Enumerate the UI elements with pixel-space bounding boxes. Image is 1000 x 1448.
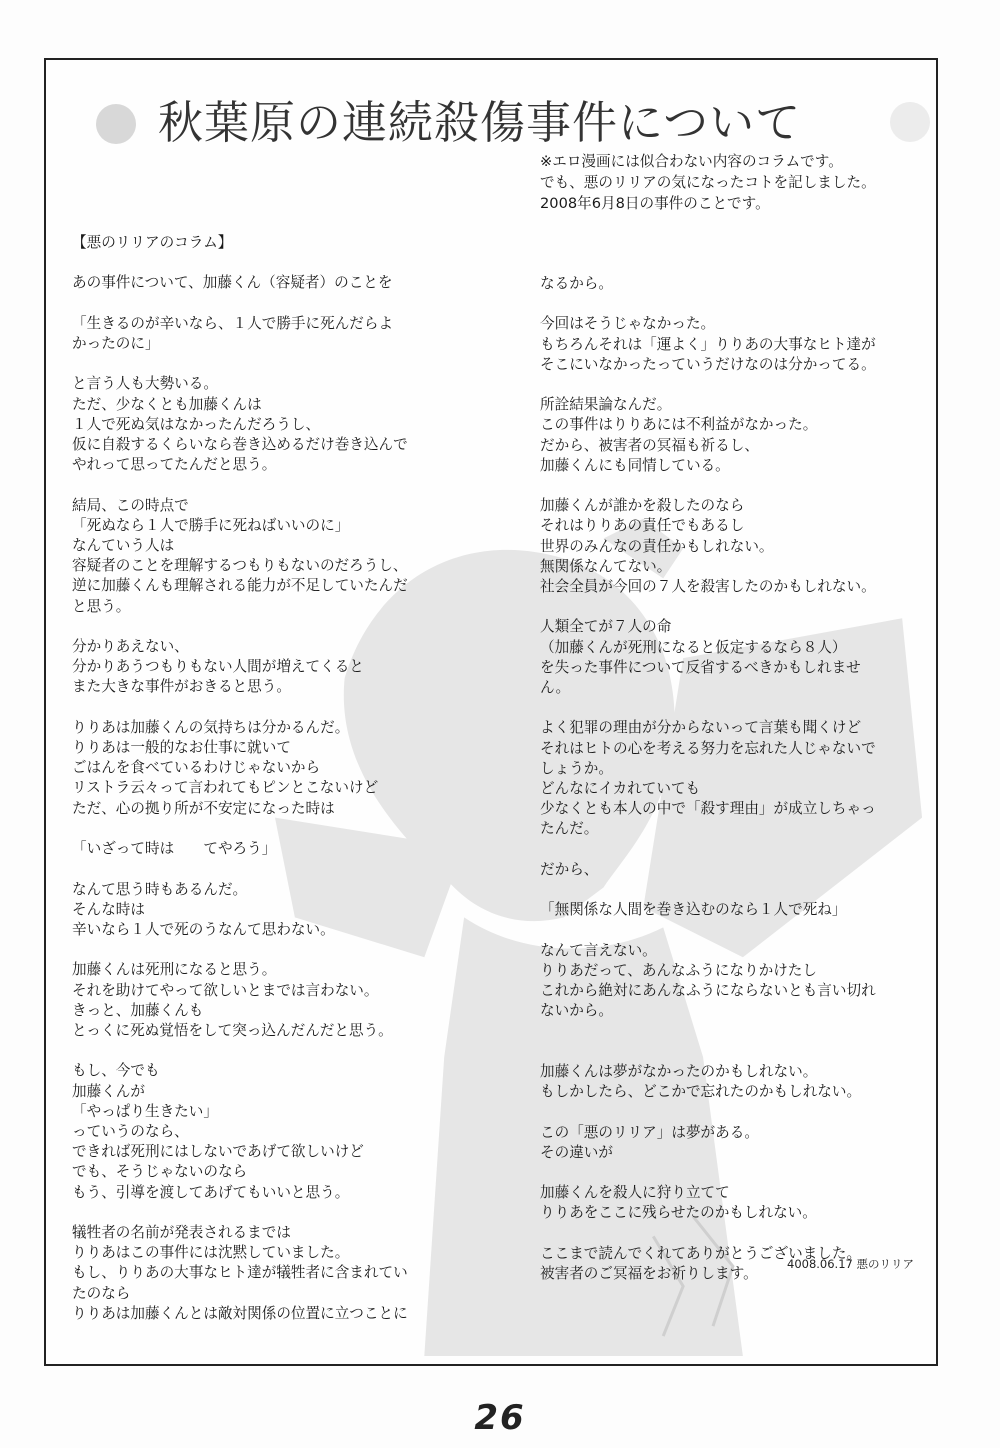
title-bullet-left [96, 104, 136, 144]
left-column-text: 【悪のリリアのコラム】 あの事件について、加藤くん（容疑者）のことを 「生きるのが辛いなら、１人で勝手に死んだらよ かったのに」 と言う人も大勢いる。 ただ、少なくとも加藤くんは １人で死ぬ気はなかったんだろうし、 仮に自殺するくらいなら巻き込めるだけ巻き込んで やれって思ってたんだと思う。 結局、この時点で 「死ぬなら１人で勝手に死ねばいいのに」 なんていう人は 容疑者のことを理解するつもりもないのだろうし、 逆に加藤くんも理解される能力が不足していたんだ と思う。 分かりあえない、 分かりあうつもりもない人間が増えてくると また大きな事件がおきると思う。 りりあは加藤くんの気持ちは分かるんだ。 りりあは一般的なお仕事に就いて ごはんを食べているわけじゃないから リストラ云々って言われてもピンとこないけど ただ、心の拠り所が不安定になった時は 「いざって時は てやろう」 なんて思う時もあるんだ。 そんな時は 辛いなら１人で死のうなんて思わない。 加藤くんは死刑になると思う。 それを助けてやって欲しいとまでは言わない。 きっと、加藤くんも とっくに死ぬ覚悟をして突っ込んだんだと思う。 もし、今でも 加藤くんが 「やっぱり生きたい」 っていうのなら、 できれば死刑にはしないであげて欲しいけど でも、そうじゃないのなら もう、引導を渡してあげてもいいと思う。 犠牲者の名前が発表されるまでは りりあはこの事件には沈黙していました。 もし、りりあの大事なヒト達が犠牲者に含まれてい たのなら りりあは加藤くんとは敵対関係の位置に立つことに [72, 234, 408, 1322]
intro-note: ※エロ漫画には似合わない内容のコラムです。 でも、悪のリリアの気になったコトを記しました。 2008年6月8日の事件のことです。 [540, 153, 876, 212]
title-row [96, 88, 926, 158]
page-frame [44, 58, 938, 1366]
title-bullet-right [890, 102, 930, 142]
page-number: 26 [474, 1398, 526, 1438]
page-title: 秋葉原の連続殺傷事件について [158, 96, 802, 149]
signature-date: 4008.06.17 悪のリリア [787, 1257, 914, 1271]
right-column-text: なるから。 今回はそうじゃなかった。 もちろんそれは「運よく」りりあの大事なヒト達が そこにいなかったっていうだけなのは分かってる。 所詮結果論なんだ。 この事件はりりあには不利益がなかった。 だから、被害者の冥福も祈るし、 加藤くんにも同情している。 加藤くんが誰かを殺したのなら それはりりあの責任でもあるし 世界のみんなの責任かもしれない。 無関係なんてない。 社会全員が今回の７人を殺害したのかもしれない。 人類全てが７人の命 （加藤くんが死刑になると仮定するなら８人） を失った事件について反省するべきかもしれませ ん。 よく犯罪の理由が分からないって言葉も聞くけど それはヒトの心を考える努力を忘れた人じゃないで しょうか。 どんなにイカれていても 少なくとも本人の中で「殺す理由」が成立しちゃっ たんだ。 だから、 「無関係な人間を巻き込むのなら１人で死ね」 なんて言えない。 りりあだって、あんなふうになりかけたし これから絶対にあんなふうにならないとも言い切れ ないから。 加藤くんは夢がなかったのかもしれない。 もしかしたら、どこかで忘れたのかもしれない。 この「悪のリリア」は夢がある。 その違いが 加藤くんを殺人に狩り立てて りりあをここに残らせたのかもしれない。 ここまで読んでくれてありがとうございました。 被害者のご冥福をお祈りします。 [540, 275, 876, 1282]
